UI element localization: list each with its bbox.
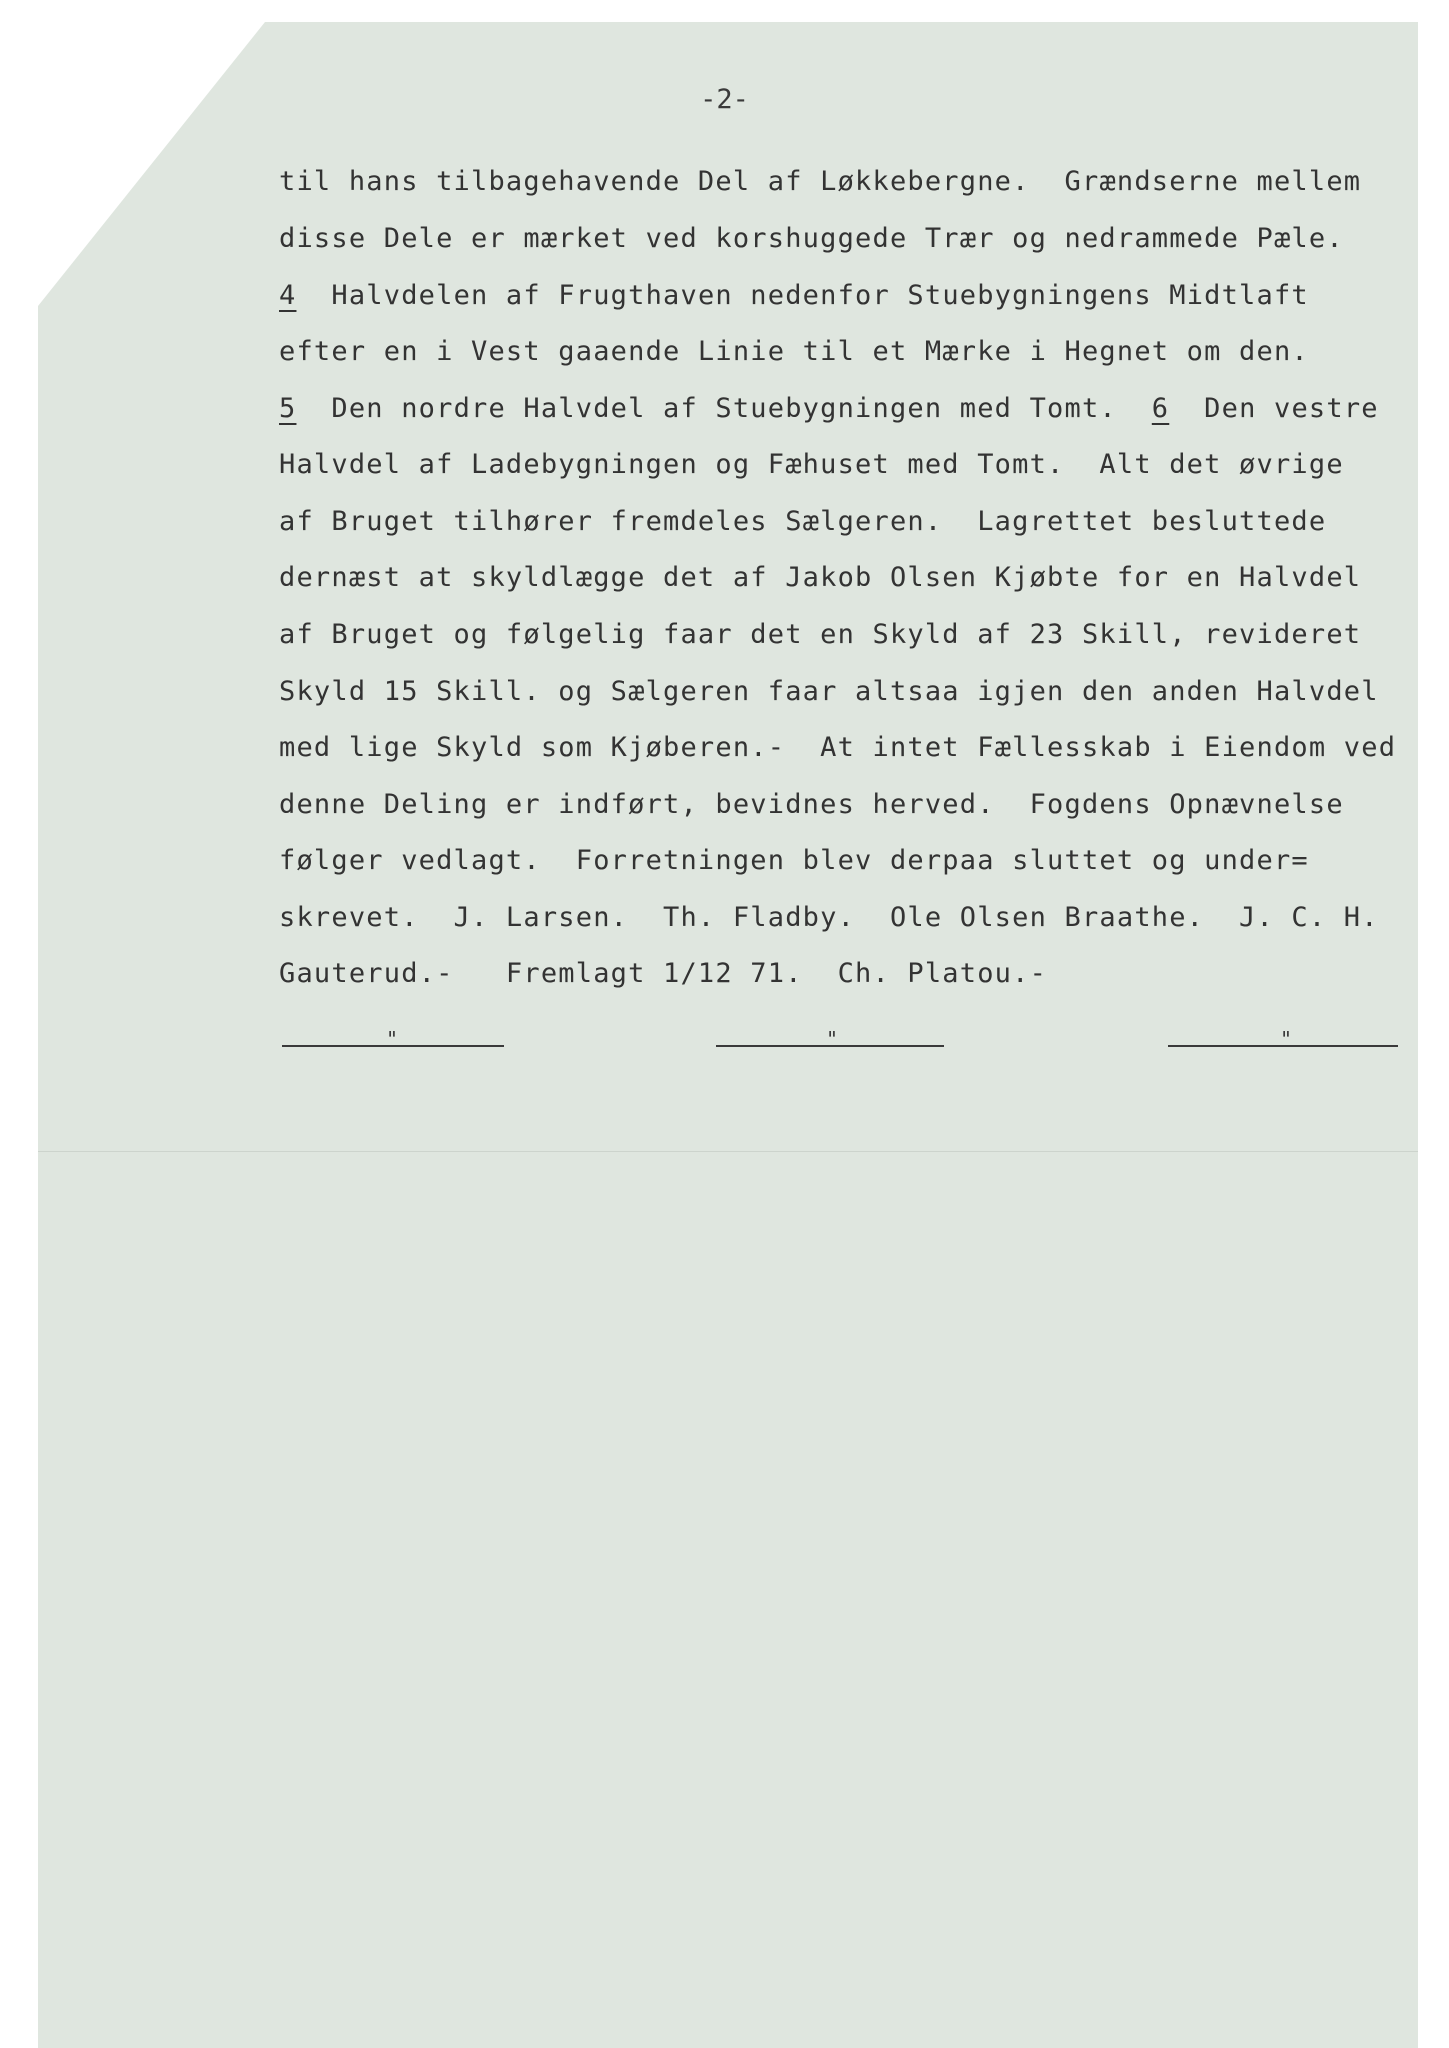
text-line-2 [279,222,1344,256]
line-text: med lige Skyld som Kjøberen.- At intet Fællesskab i Eiendom ved [279,732,1397,763]
fold-crease [38,1151,1418,1152]
line-text: af Bruget og følgelig faar det en Skyld af 23 Skill, revideret [279,619,1362,650]
text-line-5 [279,392,1379,426]
item-number: 4 [279,280,297,311]
text-line-7 [279,505,1326,539]
text-line-1 [279,165,1361,199]
line-text: dernæst at skyldlægge det af Jakob Olsen Kjøbte for en Halvdel [279,562,1362,593]
line-text: skrevet. J. Larsen. Th. Fladby. Ole Olsen Braathe. J. C. H. [279,902,1379,933]
line-text: af Bruget tilhører fremdeles Sælgeren. Lagrettet besluttede [279,506,1327,537]
line-text: til hans tilbagehavende Del af Løkkebergne. Grændserne mellem [279,166,1362,197]
item-number: 6 [1151,393,1170,424]
line-text: denne Deling er indført, bevidnes herved. Fogdens Opnævnelse [279,789,1344,820]
text-line-6 [279,448,1344,482]
ditto-mark: " [1280,1027,1293,1051]
text-line-14 [279,901,1379,935]
line-text: Skyld 15 Skill. og Sælgeren faar altsaa igjen den anden Halvdel [279,676,1379,707]
page-number: -2- [700,84,749,115]
text-line-13 [279,844,1309,878]
text-line-15 [279,957,1047,991]
ditto-mark: " [826,1027,839,1051]
text-line-3 [279,279,1309,313]
line-text: disse Dele er mærket ved korshuggede Trær og nedrammede Pæle. [279,223,1344,254]
line-text: Den vestre [1169,393,1379,424]
ditto-mark: " [386,1027,399,1051]
line-text: Gauterud.- Fremlagt 1/12 71. Ch. Platou.- [279,958,1048,989]
line-text: følger vedlagt. Forretningen blev derpaa sluttet og under= [279,845,1309,876]
text-line-12 [279,788,1344,822]
line-text: efter en i Vest gaaende Linie til et Mærke i Hegnet om den. [279,336,1309,367]
text-line-9 [279,618,1361,652]
line-text: Halvdelen af Frugthaven nedenfor Stuebygningens Midtlaft [296,280,1309,311]
item-number: 5 [279,393,297,424]
text-line-11 [279,731,1396,765]
text-line-4 [279,335,1309,369]
line-text: Den nordre Halvdel af Stuebygningen med Tomt. [296,393,1152,424]
line-text: Halvdel af Ladebygningen og Fæhuset med Tomt. Alt det øvrige [279,449,1344,480]
text-line-10 [279,675,1379,709]
text-line-8 [279,561,1361,595]
